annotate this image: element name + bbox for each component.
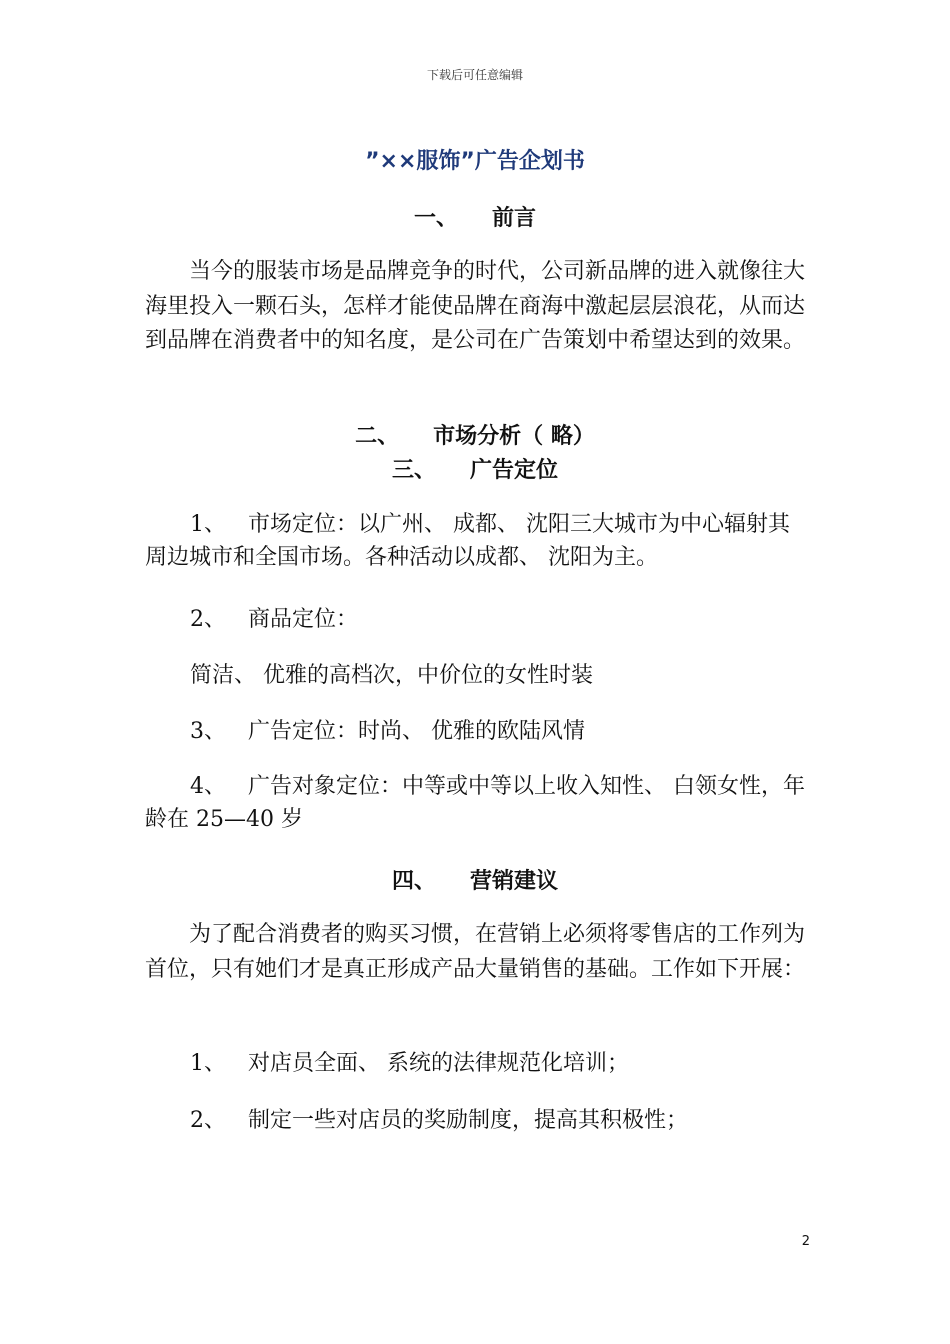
positioning-item-1: [145, 508, 810, 574]
positioning-item-2: [190, 602, 358, 633]
positioning-item-2-detail: 简洁、 优雅的高档次，中价位的女性时装: [190, 663, 593, 688]
marketing-item-2: [190, 1103, 688, 1134]
section-heading-market-analysis: [0, 419, 950, 450]
section-title: 营销建议: [470, 869, 559, 894]
marketing-item-1: [190, 1046, 629, 1077]
item-text: 市场定位：以广州、 成都、 沈阳三大城市为中心辐射其周边城市和全国市场。各种活动以成都、 沈阳为主。: [145, 512, 790, 570]
section-heading-preface: [0, 201, 950, 232]
age-range: 25—40: [196, 807, 275, 832]
item-number: 4、: [190, 774, 226, 799]
section-title: 广告定位: [470, 458, 559, 483]
section-number: 四、: [391, 869, 436, 894]
item-text: 广告定位：时尚、 优雅的欧陆风情: [248, 719, 585, 744]
item-text: 制定一些对店员的奖励制度，提高其积极性；: [248, 1108, 689, 1133]
section-number: 三、: [391, 458, 436, 483]
item-text: 对店员全面、 系统的法律规范化培训；: [248, 1051, 629, 1076]
marketing-intro-paragraph: 为了配合消费者的购买习惯，在营销上必须将零售店的工作列为首位，只有她们才是真正形成产品大量销售的基础。工作如下开展：: [145, 922, 806, 982]
document-title: ”××服饰”广告企划书: [365, 149, 585, 174]
item-number: 1、: [190, 1051, 226, 1076]
preface-paragraph: 当今的服装市场是品牌竞争的时代，公司新品牌的进入就像往大海里投入一颗石头，怎样才能使品牌在商海中激起层层浪花，从而达到品牌在消费者中的知名度，是公司在广告策划中希望达到的效果。: [145, 259, 806, 353]
item-number: 2、: [190, 1108, 226, 1133]
section-number: 二、: [355, 424, 400, 449]
page-number: 2: [801, 1234, 810, 1249]
section-heading-marketing: [0, 864, 950, 895]
positioning-item-3: [190, 714, 585, 745]
section-title: 市场分析（ 略）: [433, 424, 595, 449]
item-number: 2、: [190, 607, 226, 632]
item-text-end: 岁: [281, 807, 304, 832]
section-number: 一、: [413, 206, 458, 231]
item-number: 1、: [190, 512, 226, 537]
item-number: 3、: [190, 719, 226, 744]
item-text: 广告对象定位：中等或中等以上收入知性、 白领女性，年龄在: [145, 774, 805, 832]
positioning-item-4: [145, 770, 810, 836]
section-heading-ad-positioning: [0, 453, 950, 484]
item-text: 商品定位：: [248, 607, 359, 632]
page-header: 下载后可任意编辑: [426, 68, 523, 82]
section-title: 前言: [492, 206, 537, 231]
